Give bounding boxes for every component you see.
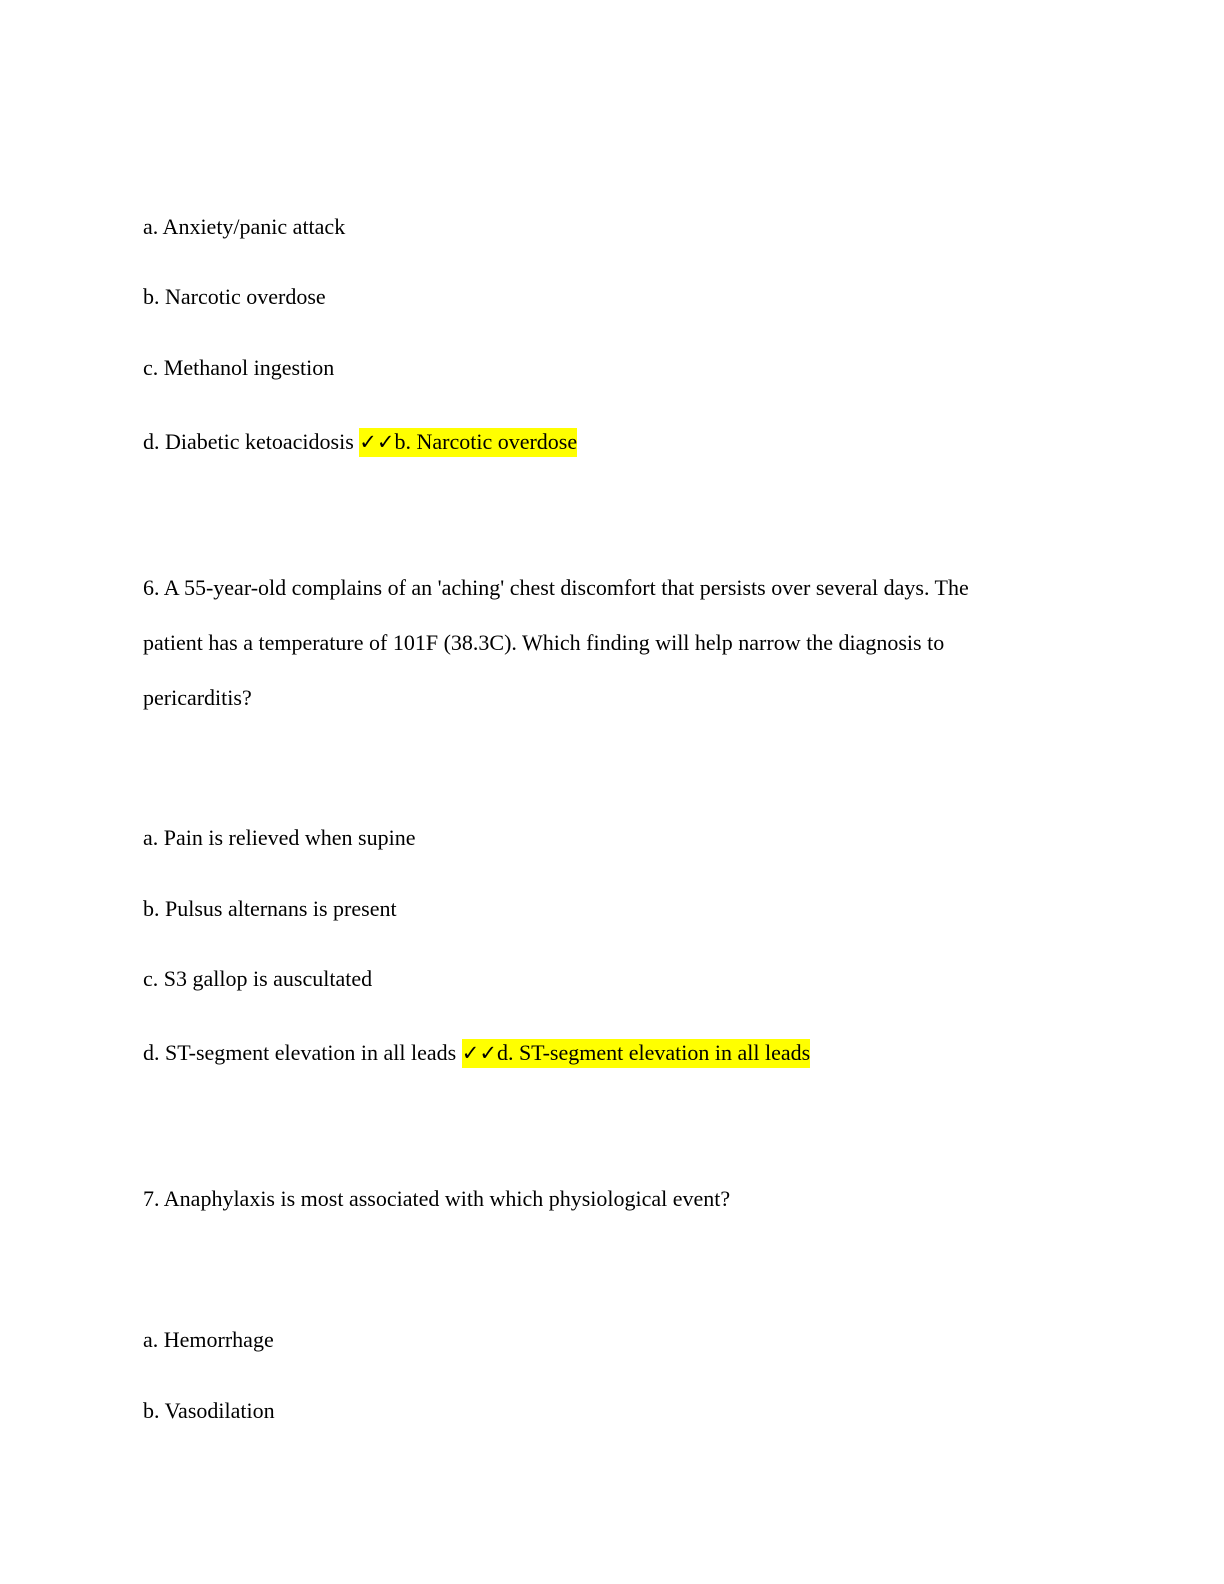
q5-answer-text: b. Narcotic overdose [394, 429, 578, 454]
q5-option-d-line [143, 429, 577, 455]
q6-question-line-2: patient has a temperature of 101F (38.3C). Which finding will help narrow the diagnosis to [143, 630, 945, 655]
q5-check-mark-icon: ✓✓ [359, 430, 395, 454]
q5-answer-highlight [359, 428, 577, 457]
q6-option-d-line [143, 1040, 810, 1066]
q7-option-b: b. Vasodilation [143, 1398, 275, 1423]
q6-option-a: a. Pain is relieved when supine [143, 825, 416, 850]
q6-answer-highlight [462, 1039, 810, 1068]
q6-option-b: b. Pulsus alternans is present [143, 896, 397, 921]
q6-question-line-1: 6. A 55-year-old complains of an 'aching' chest discomfort that persists over several days. The [143, 575, 969, 600]
q6-answer-text: d. ST-segment elevation in all leads [496, 1040, 811, 1065]
q6-question-line-3: pericarditis? [143, 685, 252, 710]
q5-option-a: a. Anxiety/panic attack [143, 214, 346, 239]
q7-option-a: a. Hemorrhage [143, 1327, 274, 1352]
q6-option-d: d. ST-segment elevation in all leads [143, 1040, 457, 1065]
q6-check-mark-icon: ✓✓ [461, 1041, 497, 1065]
q7-question: 7. Anaphylaxis is most associated with which physiological event? [143, 1186, 731, 1211]
q6-option-c: c. S3 gallop is auscultated [143, 966, 373, 991]
q5-option-d: d. Diabetic ketoacidosis [143, 429, 354, 454]
q5-option-b: b. Narcotic overdose [143, 284, 326, 309]
q5-option-c: c. Methanol ingestion [143, 355, 335, 380]
